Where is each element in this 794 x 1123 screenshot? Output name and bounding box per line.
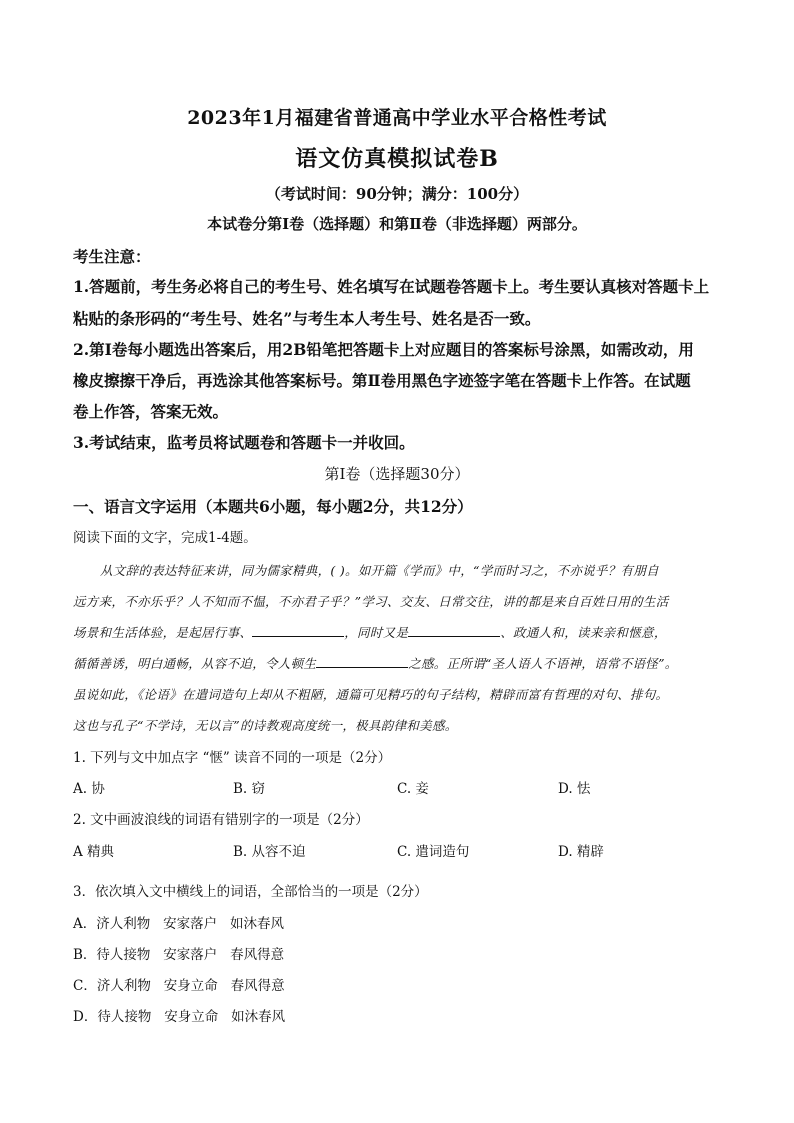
passage-line: 这也与孔子“不学诗，无以言”的诗教观高度统一，极具韵律和美感。 — [73, 718, 458, 733]
q3-option-b[interactable]: B．待人接物 安家落户 春风得意 — [73, 947, 285, 963]
notice-line: 3.考试结束，监考员将试题卷和答题卡一并收回。 — [73, 433, 415, 452]
notice-line: 橡皮擦擦干净后，再选涂其他答案标号。第Ⅱ卷用黑色字迹签字笔在答题卡上作答。在试题 — [73, 371, 691, 390]
notice-line: 卷上作答，答案无效。 — [73, 402, 229, 421]
passage-line: 虽说如此，《论语》在遣词造句上却从不粗陋，通篇可见精巧的句子结构，精辟而富有哲理的对句、排句。 — [73, 687, 669, 702]
exam-title: 2023年1月福建省普通高中学业水平合格性考试 — [187, 107, 607, 129]
notice-line: 1.答题前，考生务必将自己的考生号、姓名填写在试题卷答题卡上。考生要认真核对答题卡上 — [73, 277, 710, 296]
q1-option-b[interactable]: B. 窃 — [233, 781, 266, 797]
passage-text: 、政通人和，读来亲和惬意， — [500, 625, 667, 640]
fill-blank-3[interactable] — [316, 655, 408, 668]
q2-option-a[interactable]: A 精典 — [73, 844, 115, 860]
q3-option-d[interactable]: D．待人接物 安身立命 如沐春风 — [73, 1009, 286, 1025]
q2-option-c[interactable]: C. 遣词造句 — [397, 844, 470, 860]
exam-subject-title: 语文仿真模拟试卷B — [295, 146, 499, 172]
section-title: 第Ⅰ卷（选择题30分） — [324, 465, 470, 483]
q1-option-a[interactable]: A. 协 — [73, 781, 105, 797]
passage-text: 循循善诱，明白通畅，从容不迫，令人顿生 — [73, 656, 317, 671]
exam-structure: 本试卷分第Ⅰ卷（选择题）和第Ⅱ卷（非选择题）两部分。 — [207, 215, 587, 233]
q1-option-c[interactable]: C. 妾 — [397, 781, 429, 797]
question-3-stem: 3．依次填入文中横线上的词语，全部恰当的一项是（2分） — [73, 884, 428, 900]
question-2-stem: 2. 文中画波浪线的词语有错别字的一项是（2分） — [73, 812, 369, 828]
notice-line: 2.第Ⅰ卷每小题选出答案后，用2B铅笔把答题卡上对应题目的答案标号涂黑，如需改动，用 — [73, 340, 694, 359]
reading-instruction: 阅读下面的文字，完成1-4题。 — [73, 530, 257, 546]
notice-line: 粘贴的条形码的“考生号、姓名”与考生本人考生号、姓名是否一致。 — [73, 309, 541, 328]
q1-option-d[interactable]: D. 怯 — [558, 781, 591, 797]
exam-time-info: （考试时间：90分钟；满分：100分） — [265, 185, 529, 203]
question-1-stem: 1. 下列与文中加点字 “惬” 读音不同的一项是（2分） — [73, 750, 392, 766]
fill-blank-1[interactable] — [252, 624, 344, 637]
passage-line: 远方来，不亦乐乎？人不知而不愠，不亦君子乎？”学习、交友、日常交往，讲的都是来自百姓日用的生活 — [73, 594, 669, 609]
passage-line — [73, 648, 733, 679]
q2-option-d[interactable]: D. 精辟 — [558, 844, 604, 860]
fill-blank-2[interactable] — [408, 624, 500, 637]
passage-text: 之感。正所谓“圣人语人不语神，语常不语怪”。 — [408, 656, 678, 671]
passage-line — [73, 617, 733, 648]
part-title: 一、语言文字运用（本题共6小题，每小题2分，共12分） — [73, 497, 473, 516]
q3-option-c[interactable]: C．济人利物 安身立命 春风得意 — [73, 978, 285, 994]
q2-option-b[interactable]: B. 从容不迫 — [233, 844, 306, 860]
passage-line: 从文辞的表达特征来讲，同为儒家精典，( )。如开篇《学而》中，“学而时习之，不亦说乎？有朋自 — [100, 563, 659, 578]
passage-text: ，同时又是 — [344, 625, 409, 640]
notice-heading: 考生注意： — [73, 247, 151, 266]
q3-option-a[interactable]: A．济人利物 安家落户 如沐春风 — [73, 916, 284, 932]
passage-text: 场景和生活体验，是起居行事、 — [73, 625, 253, 640]
